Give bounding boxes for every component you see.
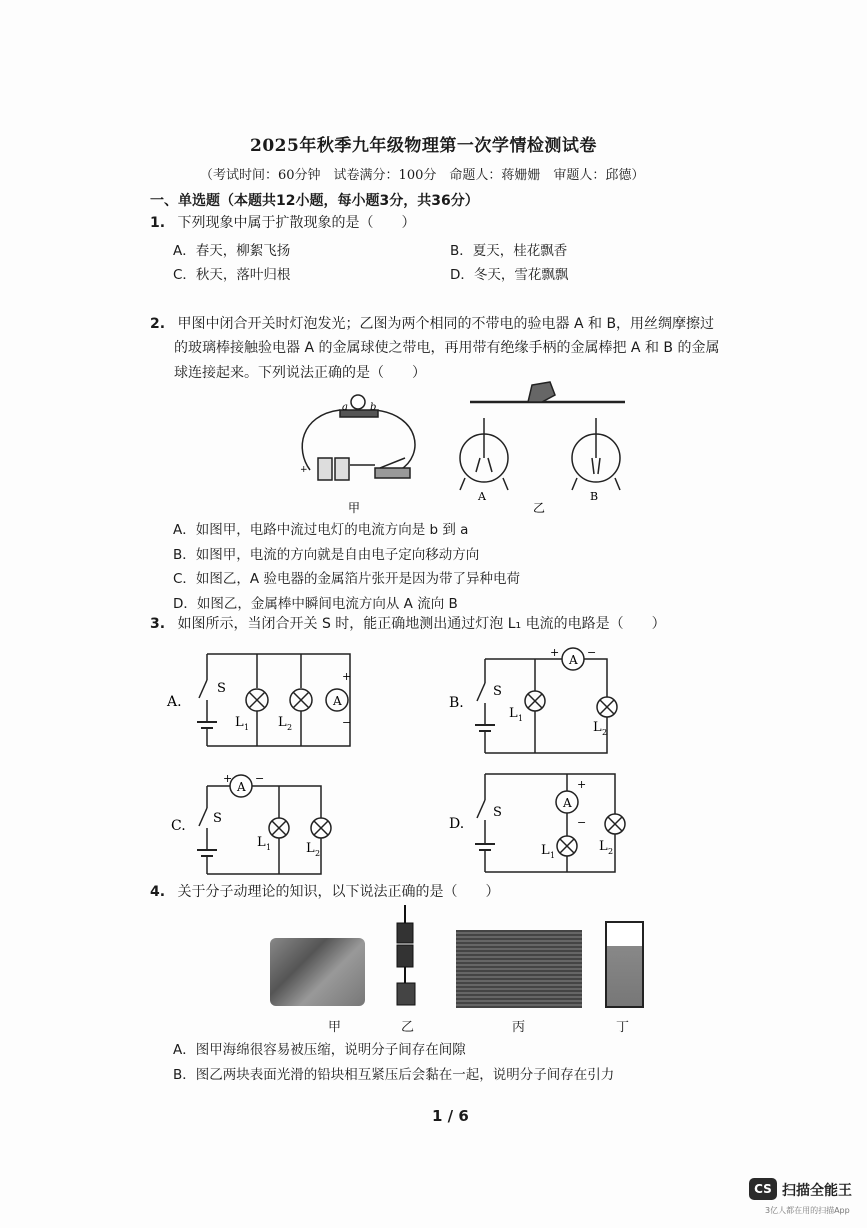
q1-option-d: D．冬天，雪花飘飘 — [450, 267, 569, 283]
label-B: B — [590, 490, 599, 503]
page-number: 1 / 6 — [432, 1107, 469, 1125]
question-stem-line-3: 球连接起来。下列说法正确的是（ ） — [174, 365, 426, 381]
question-4 — [150, 882, 500, 902]
question-number: 2. — [150, 316, 166, 332]
question-3 — [150, 614, 666, 634]
label-A: A. — [167, 694, 182, 710]
label-L: L — [235, 715, 244, 730]
ammeter-label: A — [569, 653, 578, 667]
label-L: L — [306, 841, 315, 856]
fig-label-jia: 甲 — [328, 1020, 342, 1035]
minus-sign: − — [587, 646, 597, 659]
label-S: S — [493, 684, 502, 699]
exam-info: （考试时间：60分钟 试卷满分：100分 命题人：蒋姗姗 审题人：邱德） — [200, 168, 645, 183]
label-D: D. — [449, 816, 465, 832]
question-1 — [150, 213, 416, 233]
ammeter-label: A — [237, 780, 246, 794]
label-jia: 甲 — [348, 501, 361, 515]
q2-option-a: A．如图甲，电路中流过电灯的电流方向是 b 到 a — [173, 522, 469, 538]
lead-blocks-figure — [385, 905, 425, 1010]
fig-label-bing: 丙 — [512, 1020, 526, 1035]
label-L: L — [509, 706, 518, 721]
section-heading: 一、单选题（本题共12小题，每小题3分，共36分） — [150, 193, 479, 209]
scanner-tagline: 3亿人都在用的扫描App — [765, 1206, 850, 1215]
label-S: S — [217, 681, 226, 696]
label-L: L — [257, 835, 266, 850]
figure-yi-electroscopes — [460, 382, 625, 490]
ammeter-label: A — [333, 694, 342, 708]
question-number: 4. — [150, 884, 166, 900]
label-L: L — [593, 720, 602, 735]
q1-option-a: A．春天，柳絮飞扬 — [173, 243, 291, 259]
label-sub2: 2 — [602, 728, 608, 737]
question-stem: 如图所示，当闭合开关 S 时，能正确地测出通过灯泡 L₁ 电流的电路是（ ） — [177, 616, 666, 632]
plus-sign: + — [342, 670, 352, 683]
label-sub2: 2 — [315, 849, 321, 858]
circuit-c — [165, 768, 365, 880]
question-stem-line-1: 甲图中闭合开关时灯泡发光；乙图为两个相同的不带电的验电器 A 和 B，用丝绸摩擦过 — [177, 316, 715, 332]
label-sub1: 1 — [518, 714, 524, 723]
plus-sign: + — [223, 772, 233, 785]
label-yi: 乙 — [533, 501, 546, 515]
page-title: 2025年秋季九年级物理第一次学情检测试卷 — [250, 136, 597, 156]
label-sub1: 1 — [266, 843, 272, 852]
plus-sign: + — [300, 465, 308, 475]
minus-sign: − — [255, 772, 265, 785]
circuit-a — [165, 640, 365, 755]
label-sub2: 2 — [608, 847, 614, 856]
q4-option-a: A．图甲海绵很容易被压缩，说明分子间存在间隙 — [173, 1042, 466, 1058]
plus-sign: + — [577, 778, 587, 791]
question-number: 3. — [150, 616, 166, 632]
q1-option-c: C．秋天，落叶归根 — [173, 267, 291, 283]
sponge-photo — [270, 938, 365, 1006]
label-S: S — [213, 811, 222, 826]
label-a: a — [342, 402, 348, 413]
question-stem-line-2: 的玻璃棒接触验电器 A 的金属球使之带电，再用带有绝缘手柄的金属棒把 A 和 B 的金属 — [174, 340, 720, 356]
label-B: B. — [449, 695, 464, 711]
q2-figure — [280, 380, 640, 520]
question-number: 1. — [150, 215, 166, 231]
diffusion-photo — [456, 930, 582, 1008]
question-stem: 下列现象中属于扩散现象的是（ ） — [177, 215, 416, 231]
circuit-b — [447, 645, 647, 757]
minus-sign: − — [577, 816, 587, 829]
label-A: A — [478, 490, 486, 503]
label-sub2: 2 — [287, 723, 293, 732]
plus-sign: + — [550, 646, 560, 659]
circuit-d — [445, 770, 645, 882]
label-sub1: 1 — [550, 851, 556, 860]
question-stem: 关于分子动理论的知识，以下说法正确的是（ ） — [177, 884, 500, 900]
question-2 — [150, 314, 714, 334]
ammeter-label: A — [563, 796, 572, 810]
label-L: L — [599, 839, 608, 854]
q1-option-b: B．夏天，桂花飘香 — [450, 243, 568, 259]
label-sub1: 1 — [244, 723, 250, 732]
liquid-cylinder-figure — [605, 921, 644, 1008]
q2-option-d: D．如图乙，金属棒中瞬间电流方向从 A 流向 B — [173, 596, 458, 612]
scanner-brand: 扫描全能王 — [782, 1183, 852, 1199]
camscanner-logo-icon: CS — [749, 1178, 777, 1200]
q4-option-b: B．图乙两块表面光滑的铅块相互紧压后会黏在一起，说明分子间存在引力 — [173, 1067, 615, 1083]
minus-sign: − — [342, 716, 352, 729]
q2-option-b: B．如图甲，电流的方向就是自由电子定向移动方向 — [173, 547, 480, 563]
label-C: C. — [171, 818, 186, 834]
fig-label-yi: 乙 — [401, 1020, 415, 1035]
q2-option-c: C．如图乙，A 验电器的金属箔片张开是因为带了异种电荷 — [173, 571, 520, 587]
figure-jia-circuit — [302, 395, 415, 480]
label-L: L — [278, 715, 287, 730]
label-S: S — [493, 805, 502, 820]
label-b: b — [370, 402, 377, 413]
label-L: L — [541, 843, 550, 858]
fig-label-ding: 丁 — [616, 1020, 630, 1035]
